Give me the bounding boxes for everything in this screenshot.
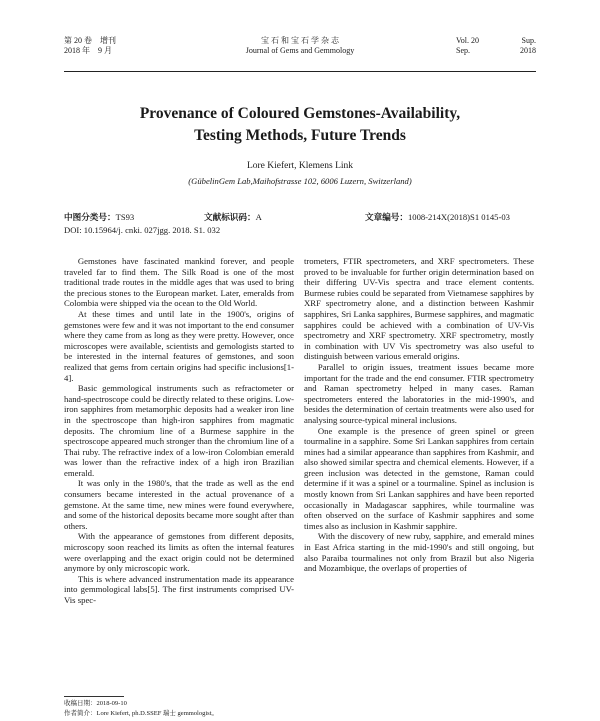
affiliation: (GübelinGem Lab,Maihofstrasse 102, 6006 Luzern, Switzerland) bbox=[188, 176, 412, 186]
clc-label: 中图分类号： bbox=[64, 212, 116, 222]
document-code bbox=[204, 212, 262, 223]
header-left bbox=[64, 36, 116, 56]
header-rule bbox=[64, 71, 536, 72]
paragraph: At these times and until late in the 1900's, origins of gemstones were few and it was not important to the end consumer where they came from as long as they were pretty. However, once microscopes were available, scientists and gemologists started to be interested in the internal features of gemstones, and soon realized that gems from certain origins had specific inclusions[1-4]. bbox=[64, 308, 294, 383]
header-month-en: Sep. bbox=[456, 46, 470, 55]
journal-name-en: Journal of Gems and Gemmology bbox=[245, 46, 355, 55]
title-line-2: Testing Methods, Future Trends bbox=[194, 127, 406, 144]
paragraph: With the appearance of gemstones from different deposits, microscopy soon reached its limits as often the internal features were overlapping and the exact origin could not be determined anymore by only microscopic work. bbox=[64, 531, 294, 574]
author-bio: 作者简介：Lore Kiefert, ph.D.SSEF 瑞士 gemmologist。 bbox=[64, 710, 219, 717]
doc-code-label: 文献标识码： bbox=[204, 212, 256, 222]
header-right bbox=[456, 36, 536, 56]
body-right-column bbox=[304, 256, 534, 574]
footnote-rule bbox=[64, 696, 124, 697]
received-date: 收稿日期：2018-09-10 bbox=[64, 700, 127, 707]
paragraph: Gemstones have fascinated mankind forever, and people traveled far to find them. The Silk Road is one of the most traditional trade routes in the middle ages that was used to bring the precious stones to the European market. Later, emeralds from Colombia were shipped via the ocean to the Old World. bbox=[64, 256, 294, 309]
article-no-value: 1008-214X(2018)S1 0145-03 bbox=[407, 212, 510, 222]
doc-code-value: A bbox=[255, 212, 262, 222]
paragraph: Parallel to origin issues, treatment issues became more important for the trade and the end consumer. FTIR spectrometry and Raman spectrometry helped in many cases. Raman spectrometers entered the laboratories in the mid-1990's, and besides the determination of certain treatments were also used for analysing source-typical mineral inclusions. bbox=[304, 361, 534, 425]
paragraph: One example is the presence of green spinel or green tourmaline in a sapphire. Some Sri Lankan sapphires from certain mines had a similar appearance than sapphires from Kashmir, and also showed similar spectra and chemical elements. However, if a green inclusion was detected in the gemstone, Raman could determine if it was a spinel or a tourmaline. Spinel as inclusion is mostly known from Sri Lankan sapphires and have been reported occasionally in Madagascar sapphires, while tourmaline was often observed on the surface of Kashmir sapphires and some times also as inclusion in Kashmir sapphire. bbox=[304, 425, 534, 531]
paragraph: This is where advanced instrumentation made its appearance into gemmological labs[5]. The first instruments comprised UV-Vis spec- bbox=[64, 573, 294, 605]
paper-title bbox=[60, 103, 540, 147]
body-left-column bbox=[64, 256, 294, 606]
header-volume: 第 20 卷 bbox=[64, 36, 92, 45]
header-year: 2018 年 bbox=[64, 46, 90, 55]
header-sup-en: Sup. bbox=[521, 36, 536, 45]
header-year-en: 2018 bbox=[520, 46, 536, 55]
paragraph: With the discovery of new ruby, sapphire, and emerald mines in East Africa starting in the mid-1990's and still ongoing, but also Paraiba tourmalines not only from Brazil but also Nigeria and Mozambique, the overlaps of properties of bbox=[304, 531, 534, 574]
header-center bbox=[200, 36, 400, 56]
header-issue-label: 增刊 bbox=[100, 36, 116, 45]
article-number bbox=[365, 212, 510, 223]
paragraph: trometers, FTIR spectrometers, and XRF spectrometers. These proved to be invaluable for further origin determination based on their differing UV-Vis spectra and trace element contents. Burmese rubies could be separated from Vietnamese sapphires by XRF spectrometry alone, and a distinction between Kashmir sapphires, Sri Lanka sapphires, Burmese sapphires, and magmatic sapphires could be achieved with a combination of UV-Vis spectrometry and XRF spectrometry. XRF spectrometry, mostly in combination with UV Vis spectrometry was also useful to distinguish between various emerald origins. bbox=[304, 256, 534, 362]
header-vol-en: Vol. 20 bbox=[456, 36, 479, 45]
journal-name-cn: 宝 石 和 宝 石 学 杂 志 bbox=[261, 36, 339, 45]
title-line-1: Provenance of Coloured Gemstones-Availability, bbox=[139, 105, 461, 122]
authors: Lore Kiefert, Klemens Link bbox=[246, 161, 354, 171]
paragraph: Basic gemmological instruments such as refractometer or hand-spectroscope could be directly related to these origins. Low-iron sapphires from metamorphic deposits had a weaker iron line in the spectroscope than high-iron sapphires from magmatic deposits. The chromium line of a Burmese sapphire in the spectroscope appeared much stronger than the chromium line of a Thai ruby. The refractive index of a low-iron Colombian emerald was lower than the refractive index of a high iron Brazilian emerald. bbox=[64, 383, 294, 478]
article-no-label: 文章编号： bbox=[365, 212, 408, 222]
clc-value: TS93 bbox=[115, 212, 135, 222]
doi: DOI: 10.15964/j. cnki. 027jgg. 2018. S1. 032 bbox=[64, 225, 221, 235]
paragraph: It was only in the 1980's, that the trade as well as the end consumers became interested in the actual provenance of a gemstone. At the same time, new mines were found everywhere, and some of the historical deposits became more sought after than others. bbox=[64, 478, 294, 531]
header-month: 9 月 bbox=[98, 46, 112, 55]
clc-number bbox=[64, 212, 134, 223]
